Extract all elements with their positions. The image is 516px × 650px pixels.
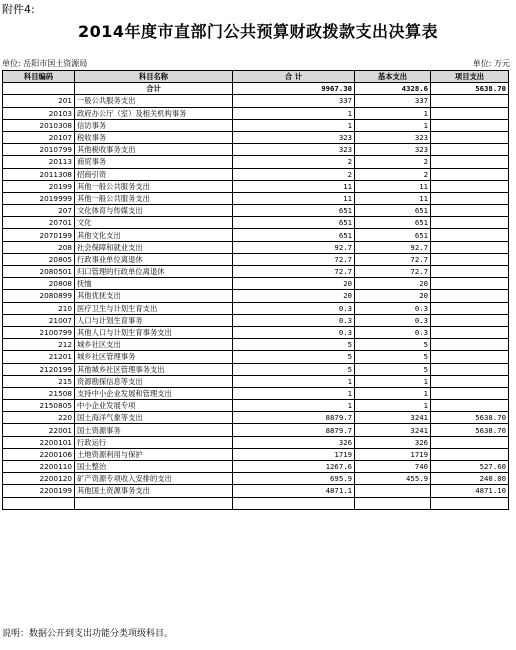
header-project: 项目支出: [431, 71, 509, 83]
row-code: 22001: [3, 424, 75, 436]
header-code: 科目编码: [3, 71, 75, 83]
row-total: 323: [233, 144, 355, 156]
table-row: [3, 266, 509, 278]
row-project: [431, 351, 509, 363]
row-basic: 1: [355, 375, 431, 387]
row-total: 2: [233, 156, 355, 168]
row-code: 2200120: [3, 473, 75, 485]
row-name: 中小企业发展专项: [75, 400, 233, 412]
row-code: 2100799: [3, 326, 75, 338]
row-project: [431, 205, 509, 217]
row-project: 5638.70: [431, 412, 509, 424]
row-basic: 5: [355, 351, 431, 363]
table-row: [3, 290, 509, 302]
row-code: 2200110: [3, 461, 75, 473]
row-total: 1: [233, 375, 355, 387]
unit-currency: 单位: 万元: [472, 59, 510, 68]
row-name: 国土资源事务: [75, 424, 233, 436]
row-code: 208: [3, 241, 75, 253]
row-basic: 651: [355, 229, 431, 241]
table-row: [3, 326, 509, 338]
row-basic: 1: [355, 107, 431, 119]
row-project: [431, 266, 509, 278]
row-name: 招商引资: [75, 168, 233, 180]
row-code: 21201: [3, 351, 75, 363]
row-basic: 323: [355, 131, 431, 143]
row-name: 其他优抚支出: [75, 290, 233, 302]
table-row: [3, 168, 509, 180]
table-row: [3, 192, 509, 204]
row-project: [431, 217, 509, 229]
row-total: 5: [233, 339, 355, 351]
row-name: 行政事业单位离退休: [75, 253, 233, 265]
row-code: 20701: [3, 217, 75, 229]
row-name: 国土整治: [75, 461, 233, 473]
row-basic: 0.3: [355, 314, 431, 326]
table-row: [3, 229, 509, 241]
row-total: 2: [233, 168, 355, 180]
row-basic: 72.7: [355, 253, 431, 265]
row-name: 文化体育与传媒支出: [75, 205, 233, 217]
row-project: 4871.10: [431, 485, 509, 497]
table-row: [3, 314, 509, 326]
row-name: 税收事务: [75, 131, 233, 143]
row-total: 0.3: [233, 302, 355, 314]
row-total: [233, 497, 355, 509]
row-total: 1: [233, 387, 355, 399]
row-basic: 0.3: [355, 326, 431, 338]
table-row: [3, 436, 509, 448]
table-row: [3, 180, 509, 192]
table-row: [3, 107, 509, 119]
row-total: 8879.7: [233, 412, 355, 424]
row-project: [431, 363, 509, 375]
table-row: [3, 156, 509, 168]
row-name: 其他国土资源事务支出: [75, 485, 233, 497]
row-name: 一般公共服务支出: [75, 95, 233, 107]
row-total: 20: [233, 278, 355, 290]
row-code: 220: [3, 412, 75, 424]
header-basic: 基本支出: [355, 71, 431, 83]
table-row: [3, 241, 509, 253]
row-project: 5638.70: [431, 424, 509, 436]
table-row: [3, 473, 509, 485]
row-name: 其他一般公共服务支出: [75, 192, 233, 204]
row-name: 信访事务: [75, 119, 233, 131]
row-total: 11: [233, 180, 355, 192]
expenditure-table: [2, 70, 509, 510]
row-project: [431, 436, 509, 448]
row-name: 矿产资源专项收入安排的支出: [75, 473, 233, 485]
table-row: [3, 205, 509, 217]
row-project: 527.60: [431, 461, 509, 473]
row-basic: [355, 485, 431, 497]
table-header-row: [3, 71, 509, 83]
table-row: [3, 387, 509, 399]
total-basic: 4328.6: [355, 83, 431, 95]
row-basic: 651: [355, 217, 431, 229]
row-project: [431, 131, 509, 143]
row-total: 5: [233, 351, 355, 363]
row-code: 20113: [3, 156, 75, 168]
row-project: [431, 192, 509, 204]
table-row: [3, 497, 509, 509]
row-code: 201: [3, 95, 75, 107]
table-row: [3, 131, 509, 143]
row-name: 城乡社区支出: [75, 339, 233, 351]
row-basic: 2: [355, 156, 431, 168]
row-basic: 72.7: [355, 266, 431, 278]
row-project: [431, 241, 509, 253]
table-row: [3, 448, 509, 460]
row-basic: 1: [355, 119, 431, 131]
row-name: 支持中小企业发展和管理支出: [75, 387, 233, 399]
total-label: 合计: [75, 83, 233, 95]
row-basic: 1719: [355, 448, 431, 460]
row-project: [431, 339, 509, 351]
row-project: [431, 314, 509, 326]
row-basic: 651: [355, 205, 431, 217]
row-basic: 11: [355, 192, 431, 204]
row-total: 323: [233, 131, 355, 143]
row-code: 2200101: [3, 436, 75, 448]
row-name: 其他税收事务支出: [75, 144, 233, 156]
row-name: 国土海洋气象等支出: [75, 412, 233, 424]
row-total: 92.7: [233, 241, 355, 253]
row-project: [431, 400, 509, 412]
row-name: 资源勘探信息等支出: [75, 375, 233, 387]
row-name: 抚恤: [75, 278, 233, 290]
row-code: 21007: [3, 314, 75, 326]
row-project: [431, 326, 509, 338]
row-name: 文化: [75, 217, 233, 229]
row-total: 695.9: [233, 473, 355, 485]
row-total: 8879.7: [233, 424, 355, 436]
row-project: [431, 156, 509, 168]
row-name: 其他人口与计划生育事务支出: [75, 326, 233, 338]
row-code: 21508: [3, 387, 75, 399]
row-code: 2200106: [3, 448, 75, 460]
row-project: [431, 180, 509, 192]
row-project: [431, 119, 509, 131]
row-basic: 5: [355, 339, 431, 351]
table-row: [3, 375, 509, 387]
row-project: [431, 448, 509, 460]
row-total: 0.3: [233, 314, 355, 326]
row-total: 1: [233, 119, 355, 131]
row-total: 1: [233, 107, 355, 119]
table-row: [3, 485, 509, 497]
page-title: 2014年度市直部门公共预算财政拨款支出决算表: [77, 22, 439, 41]
row-name: 商贸事务: [75, 156, 233, 168]
row-code: 20103: [3, 107, 75, 119]
row-code: [3, 497, 75, 509]
table-row: [3, 412, 509, 424]
row-total: 1719: [233, 448, 355, 460]
row-project: [431, 107, 509, 119]
row-code: 2200199: [3, 485, 75, 497]
row-basic: 20: [355, 278, 431, 290]
footnote: 说明：数据公开到支出功能分类项级科目。: [2, 629, 174, 639]
row-code: 207: [3, 205, 75, 217]
table-row: [3, 400, 509, 412]
header-total: 合 计: [233, 71, 355, 83]
table-row: [3, 144, 509, 156]
total-code: [3, 83, 75, 95]
row-basic: 5: [355, 363, 431, 375]
row-name: 城乡社区管理事务: [75, 351, 233, 363]
row-name: 人口与计划生育事务: [75, 314, 233, 326]
row-code: 2010308: [3, 119, 75, 131]
total-row: [3, 83, 509, 95]
table-row: [3, 95, 509, 107]
row-basic: 1: [355, 387, 431, 399]
row-basic: [355, 497, 431, 509]
attachment-label: 附件4:: [2, 3, 35, 16]
row-basic: 1: [355, 400, 431, 412]
row-code: 2120199: [3, 363, 75, 375]
row-basic: 337: [355, 95, 431, 107]
row-code: 20805: [3, 253, 75, 265]
row-total: 1267.6: [233, 461, 355, 473]
row-basic: 740: [355, 461, 431, 473]
row-code: 2150805: [3, 400, 75, 412]
row-project: [431, 497, 509, 509]
row-project: [431, 278, 509, 290]
row-total: 326: [233, 436, 355, 448]
row-name: 其他文化支出: [75, 229, 233, 241]
table-row: [3, 278, 509, 290]
total-sum: 9967.30: [233, 83, 355, 95]
table-row: [3, 351, 509, 363]
row-total: 4871.1: [233, 485, 355, 497]
row-total: 11: [233, 192, 355, 204]
row-basic: 323: [355, 144, 431, 156]
table-row: [3, 302, 509, 314]
table-row: [3, 461, 509, 473]
row-name: 土地资源利用与保护: [75, 448, 233, 460]
row-project: [431, 168, 509, 180]
row-name: 其他一般公共服务支出: [75, 180, 233, 192]
row-total: 651: [233, 229, 355, 241]
row-name: 医疗卫生与计划生育支出: [75, 302, 233, 314]
row-project: 240.00: [431, 473, 509, 485]
table-row: [3, 119, 509, 131]
row-total: 72.7: [233, 266, 355, 278]
unit-department: 单位: 岳阳市国土资源局: [2, 59, 88, 68]
row-basic: 326: [355, 436, 431, 448]
row-basic: 3241: [355, 412, 431, 424]
row-project: [431, 302, 509, 314]
row-code: 2080501: [3, 266, 75, 278]
row-code: 212: [3, 339, 75, 351]
row-basic: 455.9: [355, 473, 431, 485]
row-project: [431, 253, 509, 265]
row-code: 20808: [3, 278, 75, 290]
row-code: 210: [3, 302, 75, 314]
row-basic: 92.7: [355, 241, 431, 253]
row-total: 72.7: [233, 253, 355, 265]
row-code: 2011308: [3, 168, 75, 180]
row-name: 政府办公厅（室）及相关机构事务: [75, 107, 233, 119]
row-basic: 20: [355, 290, 431, 302]
row-total: 651: [233, 205, 355, 217]
table-row: [3, 363, 509, 375]
row-code: 20107: [3, 131, 75, 143]
row-code: 215: [3, 375, 75, 387]
row-code: 2080899: [3, 290, 75, 302]
table-row: [3, 424, 509, 436]
row-project: [431, 375, 509, 387]
row-name: 归口管理的行政单位离退休: [75, 266, 233, 278]
row-total: 337: [233, 95, 355, 107]
row-name: [75, 497, 233, 509]
row-total: 0.3: [233, 326, 355, 338]
row-total: 5: [233, 363, 355, 375]
row-basic: 3241: [355, 424, 431, 436]
total-project: 5638.70: [431, 83, 509, 95]
row-project: [431, 95, 509, 107]
row-project: [431, 387, 509, 399]
table-row: [3, 217, 509, 229]
row-total: 1: [233, 400, 355, 412]
row-basic: 2: [355, 168, 431, 180]
row-project: [431, 290, 509, 302]
row-code: 20199: [3, 180, 75, 192]
row-name: 行政运行: [75, 436, 233, 448]
row-project: [431, 144, 509, 156]
row-basic: 11: [355, 180, 431, 192]
row-name: 社会保障和就业支出: [75, 241, 233, 253]
row-total: 651: [233, 217, 355, 229]
table-row: [3, 339, 509, 351]
table-row: [3, 253, 509, 265]
row-code: 2070199: [3, 229, 75, 241]
row-code: 2010799: [3, 144, 75, 156]
row-code: 2019999: [3, 192, 75, 204]
row-name: 其他城乡社区管理事务支出: [75, 363, 233, 375]
row-basic: 0.3: [355, 302, 431, 314]
row-total: 20: [233, 290, 355, 302]
row-project: [431, 229, 509, 241]
header-name: 科目名称: [75, 71, 233, 83]
